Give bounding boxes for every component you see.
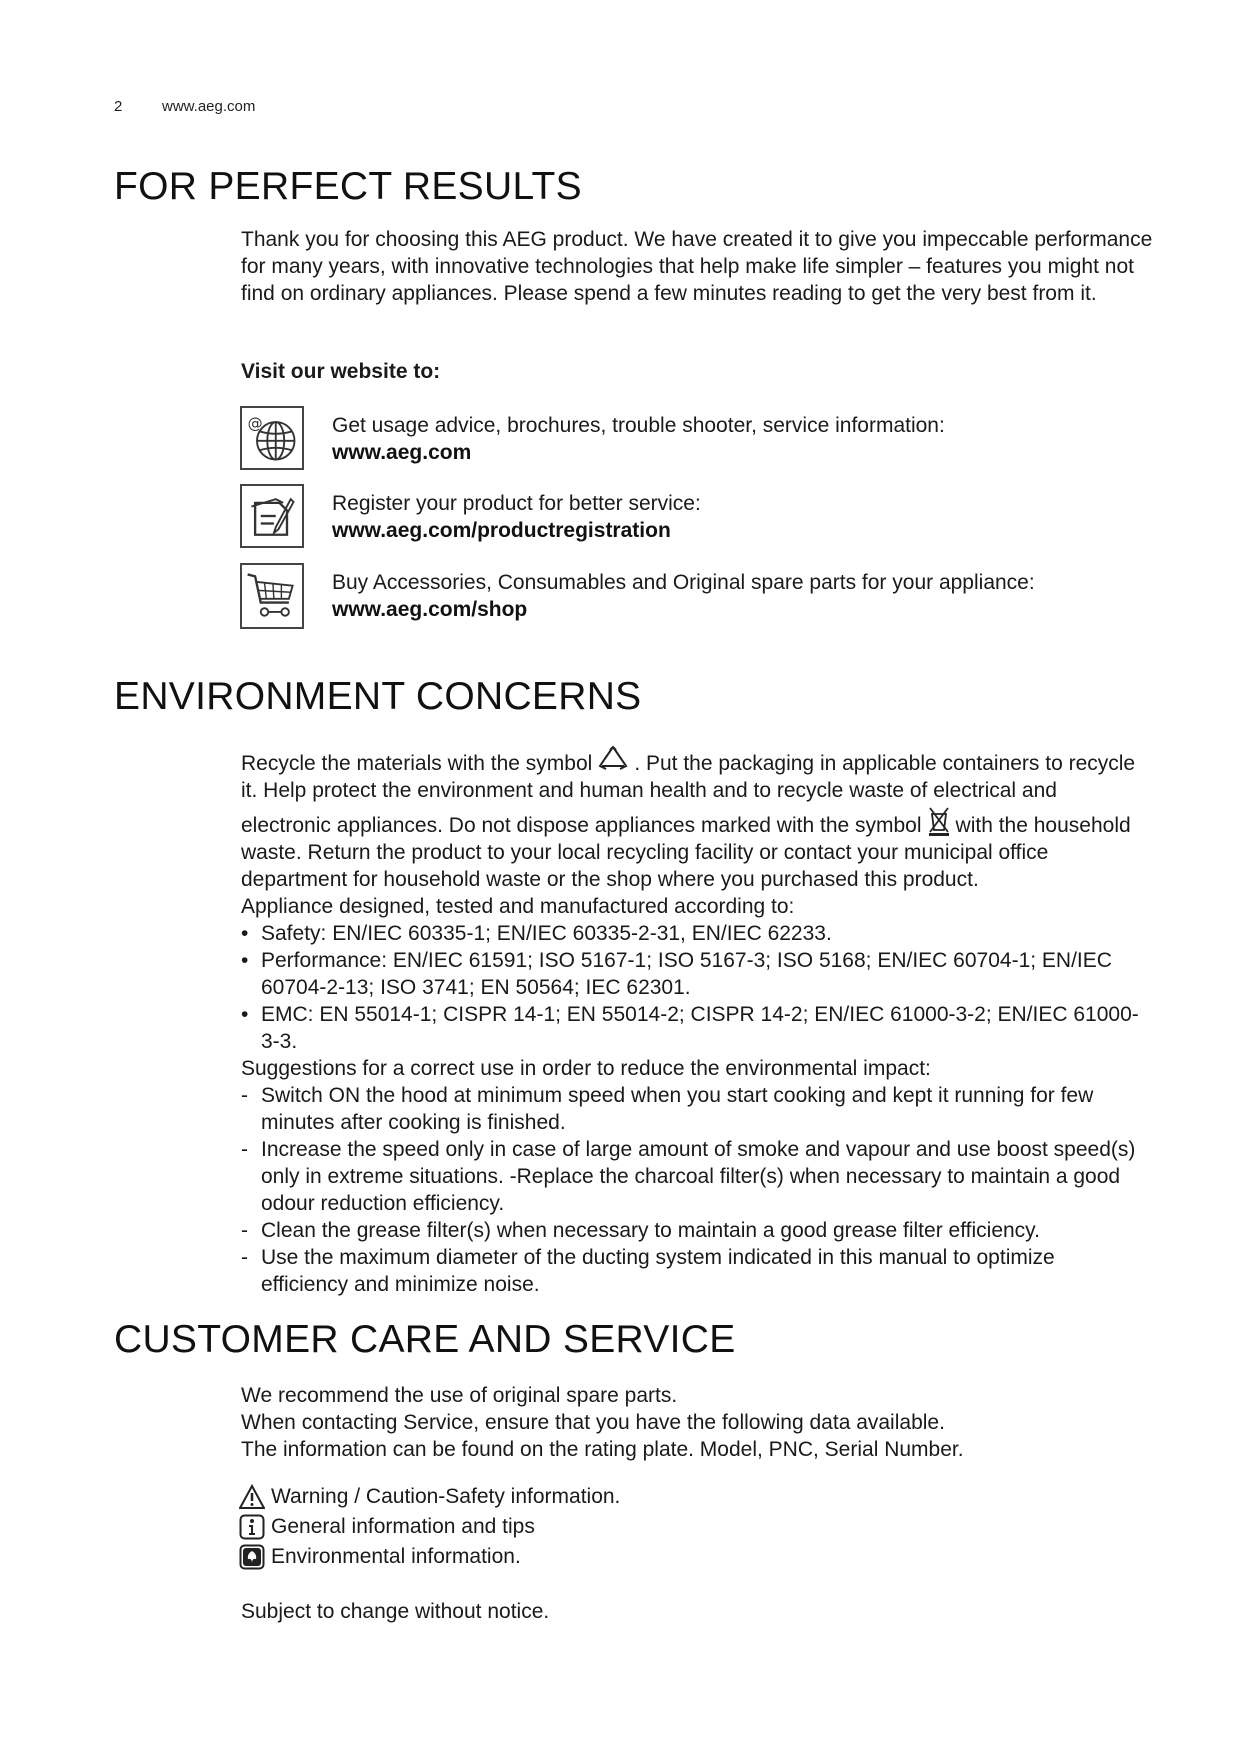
customer-care-body	[241, 1382, 1161, 1463]
page-header	[114, 98, 255, 115]
change-notice: Subject to change without notice.	[241, 1600, 550, 1623]
environment-body	[241, 744, 1141, 1298]
page-number: 2	[114, 98, 123, 115]
list-item: • Safety: EN/IEC 60335-1; EN/IEC 60335-2-31, EN/IEC 62233.	[241, 922, 832, 945]
section-title-perfect-results: FOR PERFECT RESULTS	[114, 165, 582, 208]
legend-environment: Environmental information.	[239, 1543, 521, 1570]
intro-paragraph: Thank you for choosing this AEG product. We have created it to give you impeccable performance for many years, with innovative technologies that help make life simpler – features you might not find on ordinary appliances. Please spend a few minutes reading to get the very best from it.	[241, 228, 1153, 305]
header-site[interactable]: www.aeg.com	[162, 98, 256, 115]
recycle-icon	[596, 744, 630, 776]
list-item: - Increase the speed only in case of large amount of smoke and vapour and use boost speed(s) only in extreme situations. -Replace the charcoal filter(s) when necessary to maintain a good odour reduction efficiency.	[241, 1138, 1136, 1215]
globe-icon	[240, 406, 304, 470]
warning-icon	[239, 1484, 265, 1510]
list-item: - Clean the grease filter(s) when necessary to maintain a good grease filter efficiency.	[241, 1219, 1040, 1242]
link-product-registration[interactable]: www.aeg.com/productregistration	[332, 519, 671, 542]
environment-icon	[239, 1544, 265, 1570]
designed-line: Appliance designed, tested and manufactured according to:	[241, 895, 795, 918]
visit-heading: Visit our website to:	[241, 360, 441, 383]
link-aeg-shop[interactable]: www.aeg.com/shop	[332, 598, 528, 621]
legend-info: General information and tips	[239, 1513, 535, 1540]
list-item: - Switch ON the hood at minimum speed when you start cooking and kept it running for few minutes after cooking is finished.	[241, 1084, 1094, 1134]
link-row-register-text: Register your product for better service:	[332, 492, 701, 515]
care-line: We recommend the use of original spare parts.	[241, 1384, 678, 1407]
care-line: The information can be found on the rating plate. Model, PNC, Serial Number.	[241, 1438, 964, 1461]
legend-warning: Warning / Caution-Safety information.	[239, 1483, 620, 1510]
link-aeg-com[interactable]: www.aeg.com	[332, 441, 472, 464]
suggestions-heading: Suggestions for a correct use in order to reduce the environmental impact:	[241, 1057, 931, 1080]
section-title-environment: ENVIRONMENT CONCERNS	[114, 675, 642, 718]
cart-icon	[240, 563, 304, 629]
link-row-shop	[332, 569, 1192, 623]
register-icon	[240, 484, 304, 548]
list-item: - Use the maximum diameter of the ducting system indicated in this manual to optimize efficiency and minimize noise.	[241, 1246, 1055, 1296]
recycle-paragraph: Recycle the materials with the symbol . Put the packaging in applicable containers to recycle it. Help protect the environment and human health and to recycle waste of electrical and electronic appliances. Do not dispose appliances marked with the symbol with the household waste. Return the product to your local recycling facility or contact your municipal office department for household waste or the shop where you purchased this product.	[241, 744, 1141, 893]
section-title-customer-care: CUSTOMER CARE AND SERVICE	[114, 1318, 736, 1361]
suggestions-list	[241, 1082, 1141, 1298]
link-row-shop-text: Buy Accessories, Consumables and Original spare parts for your appliance:	[332, 571, 1035, 594]
list-item: • EMC: EN 55014-1; CISPR 14-1; EN 55014-2; CISPR 14-2; EN/IEC 61000-3-2; EN/IEC 61000-3-3.	[241, 1003, 1139, 1053]
info-icon	[239, 1514, 265, 1540]
svg-text:@: @	[247, 414, 263, 433]
care-line: When contacting Service, ensure that you have the following data available.	[241, 1411, 945, 1434]
link-row-register	[332, 490, 1192, 544]
list-item: • Performance: EN/IEC 61591; ISO 5167-1; ISO 5167-3; ISO 5168; EN/IEC 60704-1; EN/IEC 60704-2-13; ISO 3741; EN 50564; IEC 62301.	[241, 949, 1112, 999]
link-row-usage	[332, 412, 1192, 466]
standards-list	[241, 920, 1141, 1055]
link-row-usage-text: Get usage advice, brochures, trouble shooter, service information:	[332, 414, 945, 437]
weee-bin-icon	[926, 804, 952, 838]
